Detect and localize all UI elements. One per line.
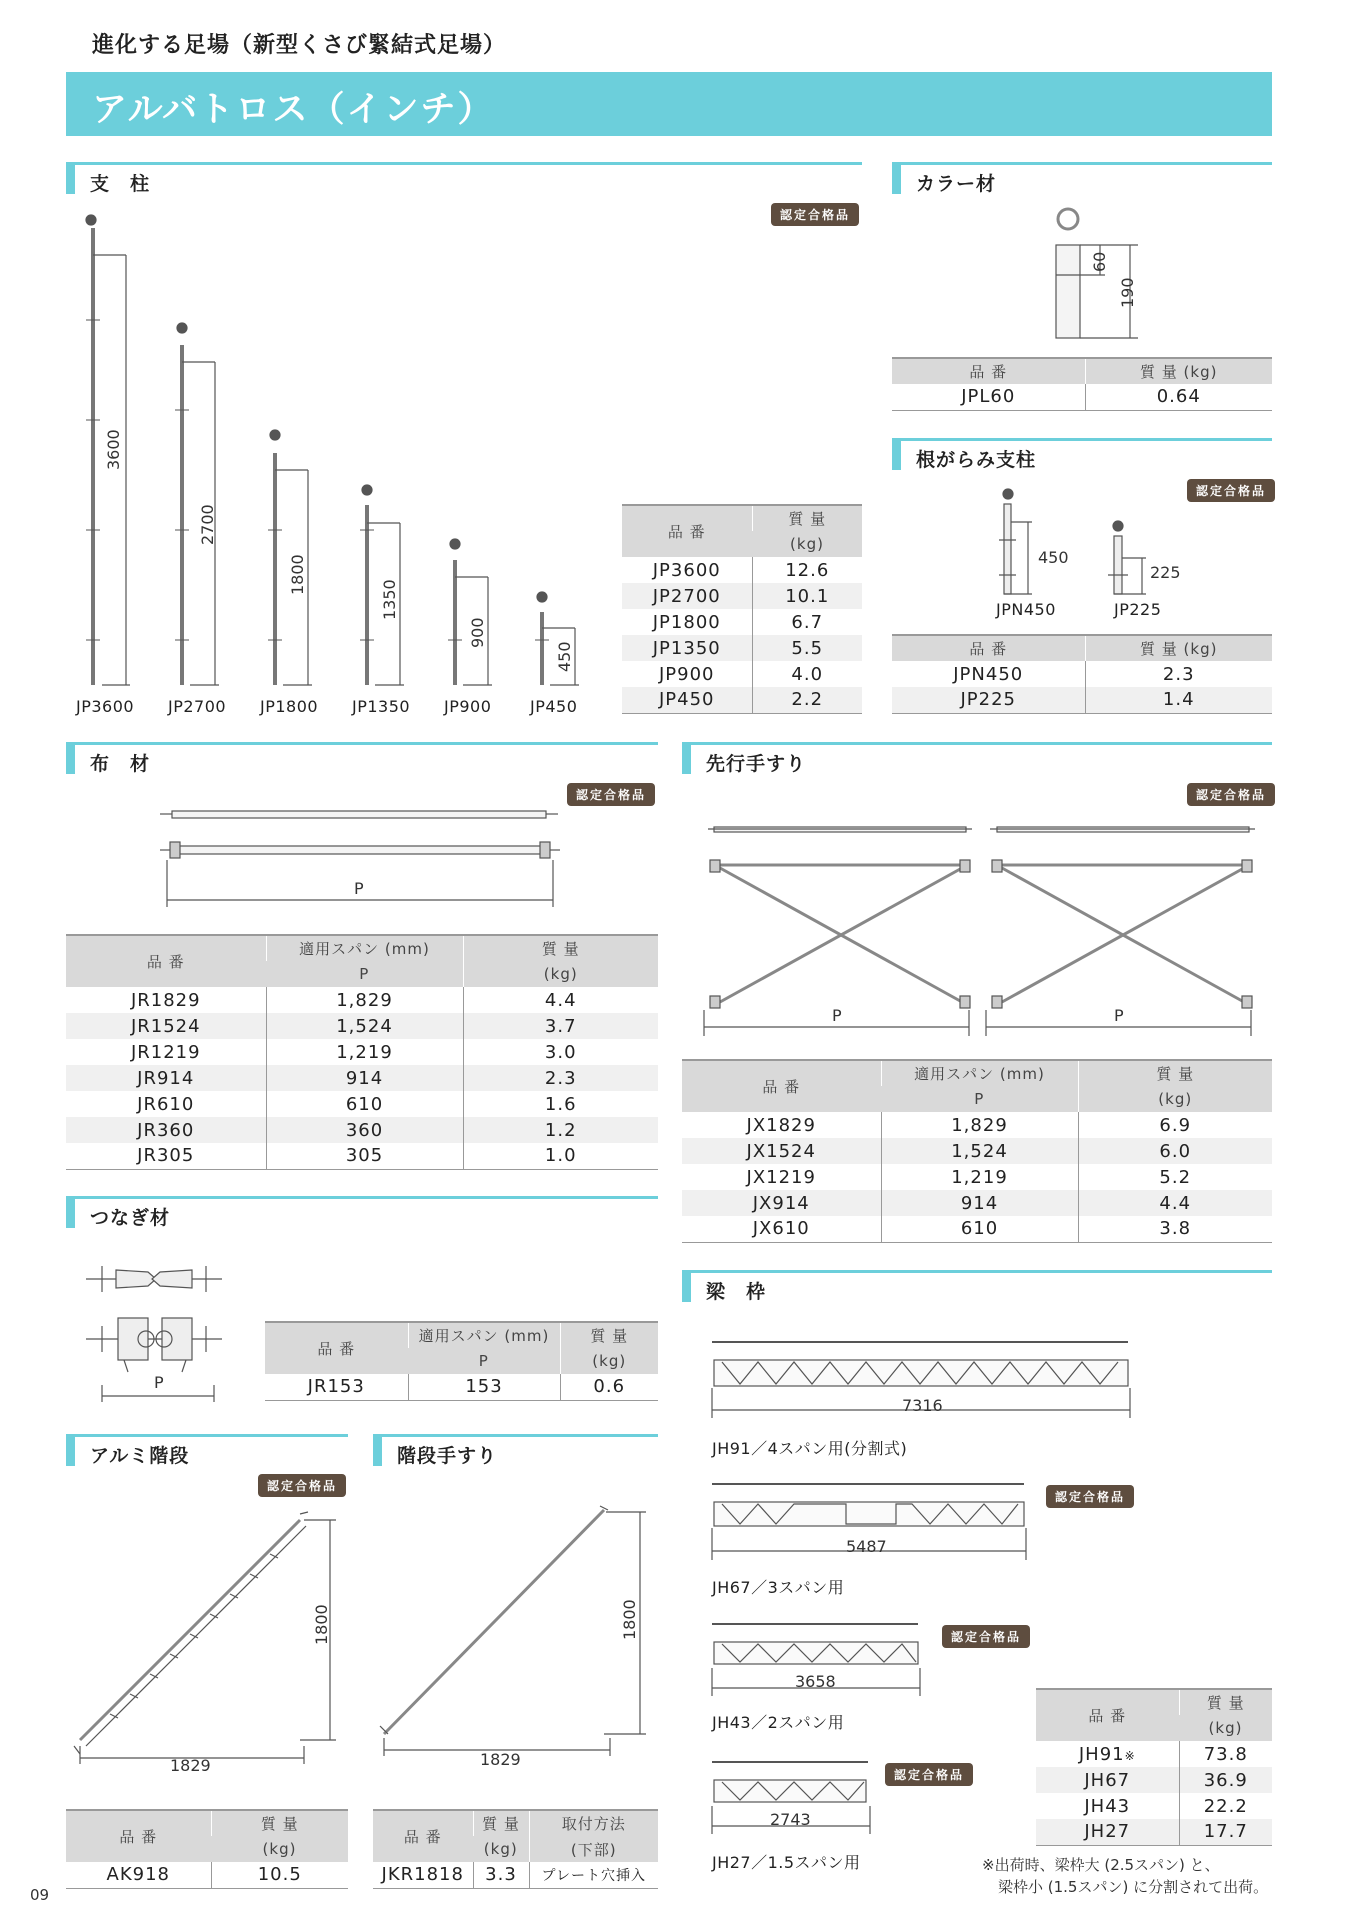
col-unit: (kg) xyxy=(752,531,862,557)
table-cell: 914 xyxy=(266,1065,463,1091)
table-cell: 360 xyxy=(266,1117,463,1143)
table-header-cell: 品 番 xyxy=(892,635,1085,661)
dim-p: P xyxy=(1114,1006,1124,1025)
dim-190: 190 xyxy=(1118,277,1137,308)
beam-note: 梁枠小 (1.5スパン) に分割されて出荷。 xyxy=(998,1878,1269,1896)
dim-1829: 1829 xyxy=(480,1750,521,1769)
section-title: 先行手すり xyxy=(706,753,807,775)
section-title: 支 柱 xyxy=(90,173,151,195)
table-cell: JP2700 xyxy=(622,583,752,609)
table-cell: 1,524 xyxy=(266,1013,463,1039)
dim-p: P xyxy=(832,1006,842,1025)
table-cell: 22.2 xyxy=(1179,1793,1272,1819)
table-cell: 1,829 xyxy=(266,987,463,1013)
table-cell: 3.8 xyxy=(1078,1216,1272,1242)
pillar-label: JP900 xyxy=(444,697,492,716)
table-cell: JP3600 xyxy=(652,559,721,581)
table-header-cell: 質 量 (kg) xyxy=(1085,358,1272,384)
dim-1800: 1800 xyxy=(312,1604,331,1645)
table-header-cell: 品 番 xyxy=(265,1322,408,1374)
table-header-cell: 質 量 xyxy=(473,1810,529,1836)
beam-caption: JH27／1.5スパン用 xyxy=(712,1853,861,1872)
table-cell: JR1219 xyxy=(130,1041,201,1063)
certified-badge: 認定合格品 xyxy=(942,1625,1030,1648)
table-cell: 3.7 xyxy=(463,1013,658,1039)
base-label: JPN450 xyxy=(996,600,1056,619)
table-header-cell: 質 量 xyxy=(463,935,658,961)
table-cell: JX1524 xyxy=(682,1138,881,1164)
page-number: 09 xyxy=(30,1886,50,1904)
table-cell: AK918 xyxy=(66,1862,211,1888)
certified-badge: 認定合格品 xyxy=(885,1763,973,1786)
dim-p: P xyxy=(154,1373,164,1392)
table-cell: 5.2 xyxy=(1078,1164,1272,1190)
table-cell: JX1219 xyxy=(746,1166,816,1188)
section-title: 階段手すり xyxy=(397,1445,498,1467)
section-title: アルミ階段 xyxy=(90,1445,190,1467)
table-cell: 610 xyxy=(266,1091,463,1117)
table-cell: 2.3 xyxy=(463,1065,658,1091)
dim-450: 450 xyxy=(1038,548,1069,567)
table-cell: JP450 xyxy=(622,687,752,713)
section-title: カラー材 xyxy=(916,173,997,195)
dim-3600: 3600 xyxy=(104,429,123,470)
table-cell: 1.6 xyxy=(463,1091,658,1117)
table-header-cell: 品 番 xyxy=(66,935,266,987)
pillar-label: JP450 xyxy=(530,697,578,716)
beam-dim: 7316 xyxy=(902,1396,943,1415)
table-cell: 914 xyxy=(881,1190,1078,1216)
dim-900: 900 xyxy=(468,617,487,648)
table-cell: 1.2 xyxy=(463,1117,658,1143)
table-cell: 12.6 xyxy=(752,557,862,583)
beam-note: ※出荷時、梁枠大 (2.5スパン) と、 xyxy=(982,1856,1220,1874)
table-header-cell: 品 番 xyxy=(682,1060,881,1112)
table-header-cell: (kg) xyxy=(1078,1086,1272,1112)
table-cell: JR305 xyxy=(66,1143,266,1169)
table-cell: 1.0 xyxy=(463,1143,658,1169)
table-cell: 5.5 xyxy=(752,635,862,661)
table-header-cell: 品 番 xyxy=(892,358,1085,384)
table-cell: 2.3 xyxy=(1085,661,1272,687)
section-title: 根がらみ支柱 xyxy=(916,449,1037,471)
stair-rail-table xyxy=(373,1809,658,1889)
table-header-cell: 品 番 xyxy=(1036,1689,1179,1741)
table-header-cell: P xyxy=(266,961,463,987)
table-cell: 1,219 xyxy=(881,1164,1078,1190)
table-cell: 17.7 xyxy=(1179,1819,1272,1845)
table-header-cell: 適用スパン (mm) xyxy=(881,1060,1078,1086)
cell-text: ※ xyxy=(1124,1748,1136,1763)
table-cell: 3.0 xyxy=(463,1039,658,1065)
table-cell: JX1829 xyxy=(746,1114,816,1136)
pillar-label: JP2700 xyxy=(168,697,227,716)
table-cell: 4.0 xyxy=(752,661,862,687)
table-cell: 10.5 xyxy=(211,1862,348,1888)
section-title: 布 材 xyxy=(90,753,151,775)
certified-badge: 認定合格品 xyxy=(258,1474,346,1497)
table-cell: 6.7 xyxy=(752,609,862,635)
table-cell: JR360 xyxy=(66,1117,266,1143)
table-cell: 6.0 xyxy=(1078,1138,1272,1164)
beam-dim: 5487 xyxy=(846,1537,887,1556)
table-header-cell: 質 量 xyxy=(1078,1060,1272,1086)
section-title: 梁 枠 xyxy=(706,1281,767,1303)
base-label: JP225 xyxy=(1114,600,1162,619)
table-cell: 0.6 xyxy=(560,1374,658,1400)
table-header-cell: (下部) xyxy=(529,1836,658,1862)
table-cell: JR1524 xyxy=(66,1013,266,1039)
table-cell: JPL60 xyxy=(892,384,1085,410)
dim-2700: 2700 xyxy=(198,504,217,545)
certified-badge: 認定合格品 xyxy=(567,783,655,806)
table-cell: JR610 xyxy=(137,1093,195,1115)
table-header-cell: 品 番 xyxy=(373,1810,473,1862)
pillar-label: JP1800 xyxy=(260,697,319,716)
table-header-cell: 質 量 (kg) xyxy=(1085,635,1272,661)
table-header-cell: (kg) xyxy=(1179,1715,1272,1741)
beam-caption: JH91／4スパン用(分割式) xyxy=(712,1439,908,1458)
page-title: アルバトロス（インチ） xyxy=(92,90,495,130)
table-cell: JKR1818 xyxy=(373,1862,473,1888)
table-cell: 4.4 xyxy=(1078,1190,1272,1216)
table-header-cell: 適用スパン (mm) xyxy=(408,1322,560,1348)
section-title: つなぎ材 xyxy=(90,1207,171,1229)
dim-1800: 1800 xyxy=(620,1599,639,1640)
table-cell: 3.3 xyxy=(473,1862,529,1888)
table-cell: プレート穴挿入 xyxy=(529,1862,658,1888)
table-cell: 1,524 xyxy=(881,1138,1078,1164)
table-header-cell: 適用スパン (mm) xyxy=(266,935,463,961)
table-cell: JX610 xyxy=(682,1216,881,1242)
table-cell: JP900 xyxy=(658,663,715,685)
table-header-cell: P xyxy=(408,1348,560,1374)
table-header-cell: (kg) xyxy=(560,1348,658,1374)
dim-450: 450 xyxy=(555,641,574,672)
table-cell: JH67 xyxy=(1036,1767,1179,1793)
dim-1350: 1350 xyxy=(380,579,399,620)
pillar-label: JP1350 xyxy=(352,697,411,716)
table-cell: JR153 xyxy=(265,1374,408,1400)
table-cell: 1,219 xyxy=(266,1039,463,1065)
table-cell: 153 xyxy=(408,1374,560,1400)
certified-badge: 認定合格品 xyxy=(1187,783,1275,806)
table-header-cell: 品 番 xyxy=(66,1810,211,1862)
beam-dim: 2743 xyxy=(770,1810,811,1829)
certified-badge: 認定合格品 xyxy=(1187,479,1275,502)
table-cell: JH43 xyxy=(1084,1795,1131,1817)
table-header-cell: 取付方法 xyxy=(529,1810,658,1836)
table-cell: JP225 xyxy=(892,687,1085,713)
table-header-cell: (kg) xyxy=(211,1836,348,1862)
table-cell: 73.8 xyxy=(1179,1741,1272,1767)
dim-p: P xyxy=(354,879,364,898)
table-row xyxy=(373,1810,658,1836)
table-cell: JP1800 xyxy=(652,611,721,633)
table-cell: JR1829 xyxy=(130,989,201,1011)
beam-caption: JH43／2スパン用 xyxy=(712,1713,845,1732)
table-cell: 0.64 xyxy=(1085,384,1272,410)
col-part: 品 番 xyxy=(622,505,752,557)
certified-badge: 認定合格品 xyxy=(771,203,859,226)
pillar-label: JP3600 xyxy=(76,697,135,716)
table-cell: 305 xyxy=(266,1143,463,1169)
table-cell: JPN450 xyxy=(953,663,1024,685)
certified-badge: 認定合格品 xyxy=(1046,1485,1134,1508)
dim-1829: 1829 xyxy=(170,1756,211,1775)
dim-1800: 1800 xyxy=(288,554,307,595)
table-cell: JP1350 xyxy=(622,635,752,661)
table-header-cell: 質 量 xyxy=(211,1810,348,1836)
table-cell: 6.9 xyxy=(1078,1112,1272,1138)
table-cell: 36.9 xyxy=(1179,1767,1272,1793)
beam-caption: JH67／3スパン用 xyxy=(712,1578,845,1597)
cell-text: JH91 xyxy=(1078,1743,1125,1765)
table-cell: JH27 xyxy=(1036,1819,1179,1845)
dim-60: 60 xyxy=(1090,251,1109,272)
dim-225: 225 xyxy=(1150,563,1181,582)
table-header-cell: 質 量 xyxy=(560,1322,658,1348)
table-row xyxy=(373,1862,658,1888)
table-cell: 1.4 xyxy=(1085,687,1272,713)
beam-dim: 3658 xyxy=(795,1672,836,1691)
table-header-cell: (kg) xyxy=(473,1836,529,1862)
table-cell: 610 xyxy=(881,1216,1078,1242)
table-cell: 4.4 xyxy=(463,987,658,1013)
table-header-cell: P xyxy=(881,1086,1078,1112)
table-cell: JR914 xyxy=(66,1065,266,1091)
table-header-cell: (kg) xyxy=(463,961,658,987)
table-cell: JX914 xyxy=(682,1190,881,1216)
table-cell: 2.2 xyxy=(752,687,862,713)
col-mass: 質 量 xyxy=(752,505,862,531)
supertitle: 進化する足場（新型くさび緊結式足場） xyxy=(92,33,507,58)
table-cell: 10.1 xyxy=(752,583,862,609)
table-header-cell: 質 量 xyxy=(1179,1689,1272,1715)
table-cell: 1,829 xyxy=(881,1112,1078,1138)
